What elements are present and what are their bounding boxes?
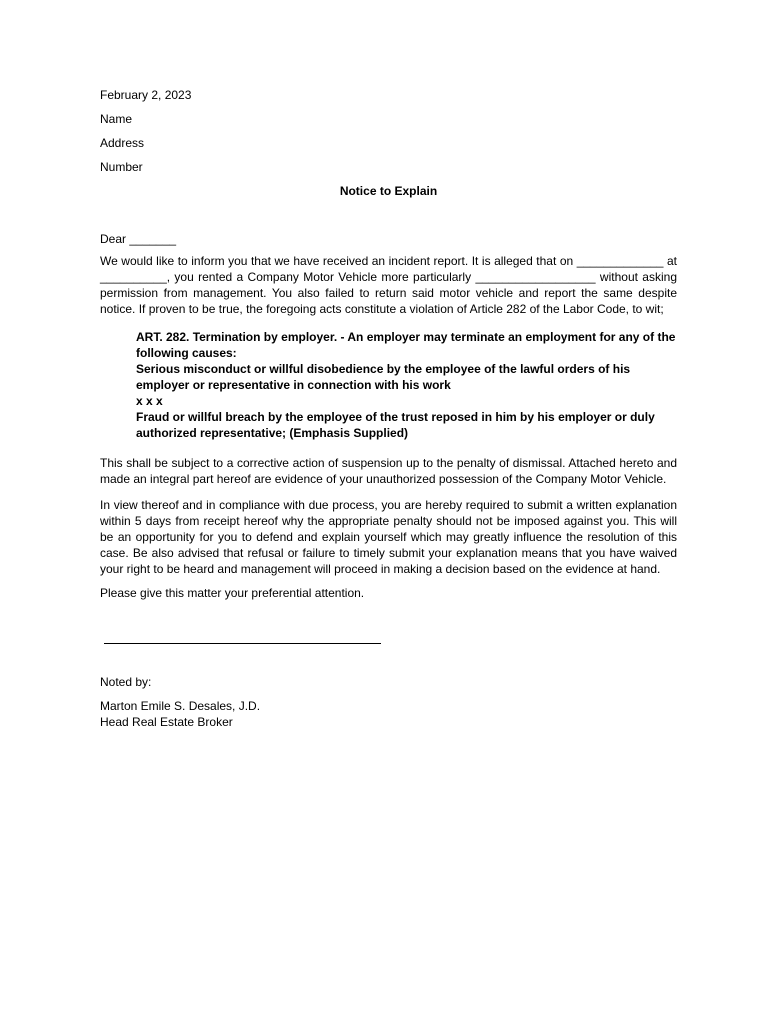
quote-article-heading: ART. 282. Termination by employer. - An employer may terminate an employment for any of the following causes: [136,330,676,360]
paragraph-due-process: In view thereof and in compliance with due process, you are hereby required to submit a written explanation within 5 days from receipt hereof why the appropriate penalty should not be imposed against you. This will be an opportunity for you to defend and explain yourself which may greatly influence the resolution of this case. Be also advised that refusal or failure to timely submit your explanation means that you have waived your right to be heard and management will proceed in making a decision based on the evidence at hand. [100,498,677,576]
recipient-number: Number [100,160,143,174]
noted-by-label: Noted by: [100,675,152,689]
labor-code-quote [136,329,677,441]
signature-line [104,631,381,644]
letter-title: Notice to Explain [339,184,438,198]
quote-ellipsis: x x x [136,394,163,408]
quote-cause-misconduct: Serious misconduct or willful disobedience by the employee of the lawful orders of his employer or representative in connection with his work [136,362,631,392]
letter-page [100,87,677,730]
recipient-address: Address [100,136,145,150]
paragraph-corrective-action: This shall be subject to a corrective action of suspension up to the penalty of dismissal. Attached hereto and made an integral part hereof are evidence of your unauthorized possession of the Company Motor Vehicle. [100,456,677,486]
closing-line: Please give this matter your preferential attention. [100,586,365,600]
salutation: Dear _______ [100,232,177,246]
paragraph-incident: We would like to inform you that we have received an incident report. It is alleged that on _____________ at __________, you rented a Company Motor Vehicle more particularly __________________ without asking permission from management. You also failed to return said motor vehicle and report the same despite notice. If proven to be true, the foregoing acts constitute a violation of Article 282 of the Labor Code, to wit; [100,254,677,316]
recipient-name: Name [100,112,133,126]
quote-cause-fraud: Fraud or willful breach by the employee of the trust reposed in him by his employer or duly authorized representative; (Emphasis Supplied) [136,410,655,440]
signatory-title: Head Real Estate Broker [100,715,233,729]
signatory-name: Marton Emile S. Desales, J.D. [100,699,261,713]
letter-date: February 2, 2023 [100,88,192,102]
